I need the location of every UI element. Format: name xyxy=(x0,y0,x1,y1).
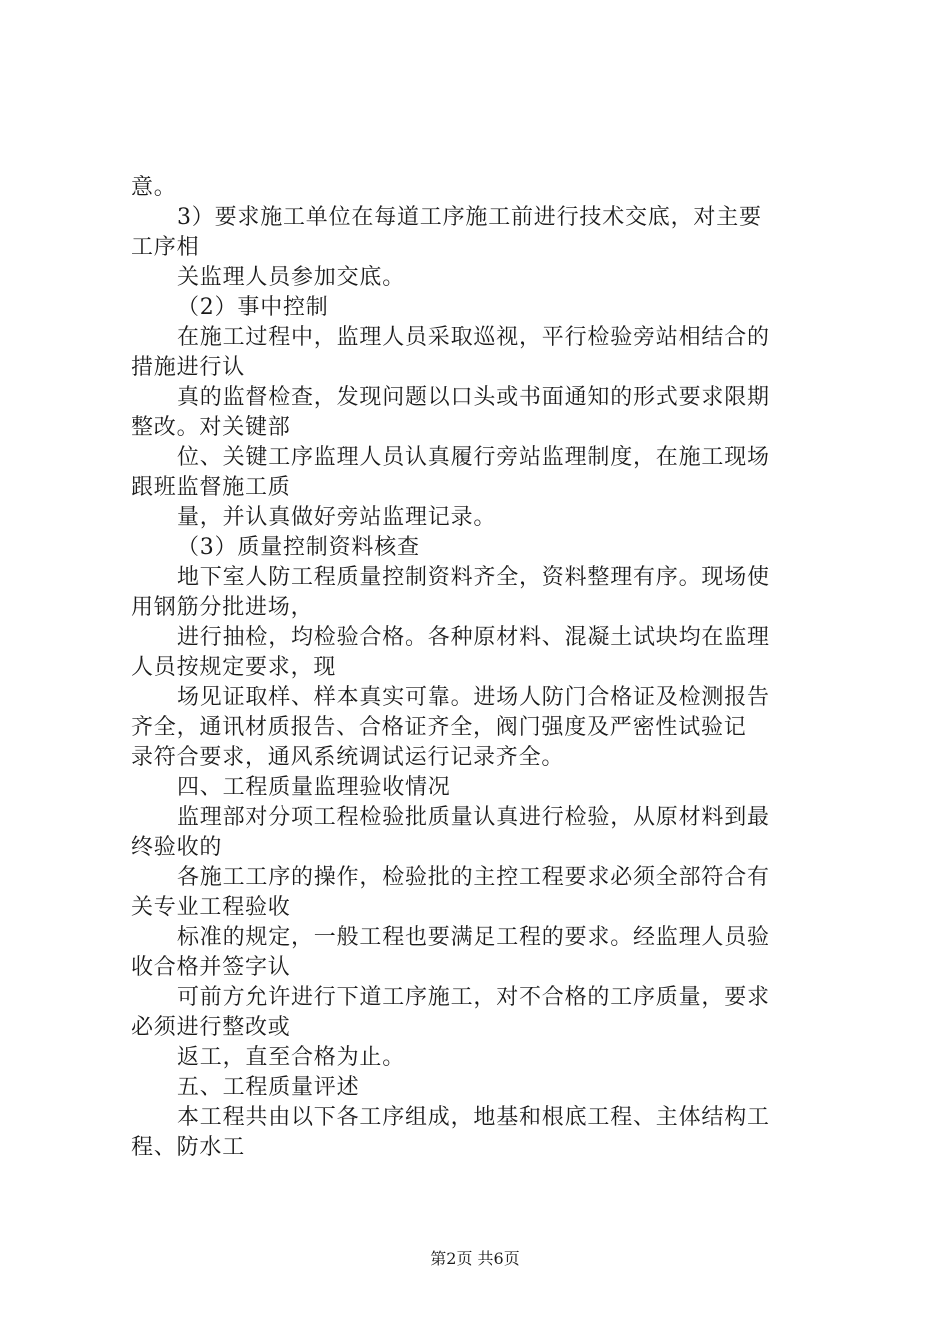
text-line: 标准的规定，一般工程也要满足工程的要求。经监理人员验 xyxy=(177,925,770,950)
text-line: 终验收的 xyxy=(131,835,223,860)
text-line: 四、工程质量监理验收情况 xyxy=(177,775,451,800)
text-line: 进行抽检，均检验合格。各种原材料、混凝土试块均在监理 xyxy=(177,625,770,650)
text-line: 本工程共由以下各工序组成，地基和根底工程、主体结构工 xyxy=(177,1105,770,1130)
text-line: 收合格并签字认 xyxy=(131,955,291,980)
text-line: 意。 xyxy=(131,175,177,200)
text-line: 在施工过程中，监理人员采取巡视，平行检验旁站相结合的 xyxy=(177,325,770,350)
text-line: （2）事中控制 xyxy=(177,295,329,320)
text-line: （3）质量控制资料核查 xyxy=(177,535,420,560)
text-line: 地下室人防工程质量控制资料齐全，资料整理有序。现场使 xyxy=(177,565,770,590)
document-body xyxy=(131,173,831,1163)
text-line: 程、防水工 xyxy=(131,1135,246,1160)
text-line: 必须进行整改或 xyxy=(131,1015,291,1040)
page-footer: 第2页 共6页 xyxy=(430,1249,520,1268)
text-line: 关监理人员参加交底。 xyxy=(177,265,406,290)
text-line: 用钢筋分批进场， xyxy=(131,595,314,620)
text-line: 3）要求施工单位在每道工序施工前进行技术交底，对主要 xyxy=(177,205,762,230)
text-line: 齐全，通讯材质报告、合格证齐全，阀门强度及严密性试验记 xyxy=(131,715,747,740)
text-line: 量，并认真做好旁站监理记录。 xyxy=(177,505,497,530)
text-line: 真的监督检查，发现问题以口头或书面通知的形式要求限期 xyxy=(177,385,770,410)
text-line: 录符合要求，通风系统调试运行记录齐全。 xyxy=(131,745,565,770)
text-line: 跟班监督施工质 xyxy=(131,475,291,500)
text-line: 可前方允许进行下道工序施工，对不合格的工序质量，要求 xyxy=(177,985,770,1010)
text-line: 各施工工序的操作，检验批的主控工程要求必须全部符合有 xyxy=(177,865,770,890)
text-line: 位、关键工序监理人员认真履行旁站监理制度，在施工现场 xyxy=(177,445,770,470)
text-line: 措施进行认 xyxy=(131,355,246,380)
text-line: 关专业工程验收 xyxy=(131,895,291,920)
text-line: 人员按规定要求，现 xyxy=(131,655,337,680)
text-line: 五、工程质量评述 xyxy=(177,1075,360,1100)
text-line: 工序相 xyxy=(131,235,200,260)
text-line: 返工，直至合格为止。 xyxy=(177,1045,406,1070)
text-line: 场见证取样、样本真实可靠。进场人防门合格证及检测报告 xyxy=(177,685,770,710)
text-line: 整改。对关键部 xyxy=(131,415,291,440)
text-line: 监理部对分项工程检验批质量认真进行检验，从原材料到最 xyxy=(177,805,770,830)
